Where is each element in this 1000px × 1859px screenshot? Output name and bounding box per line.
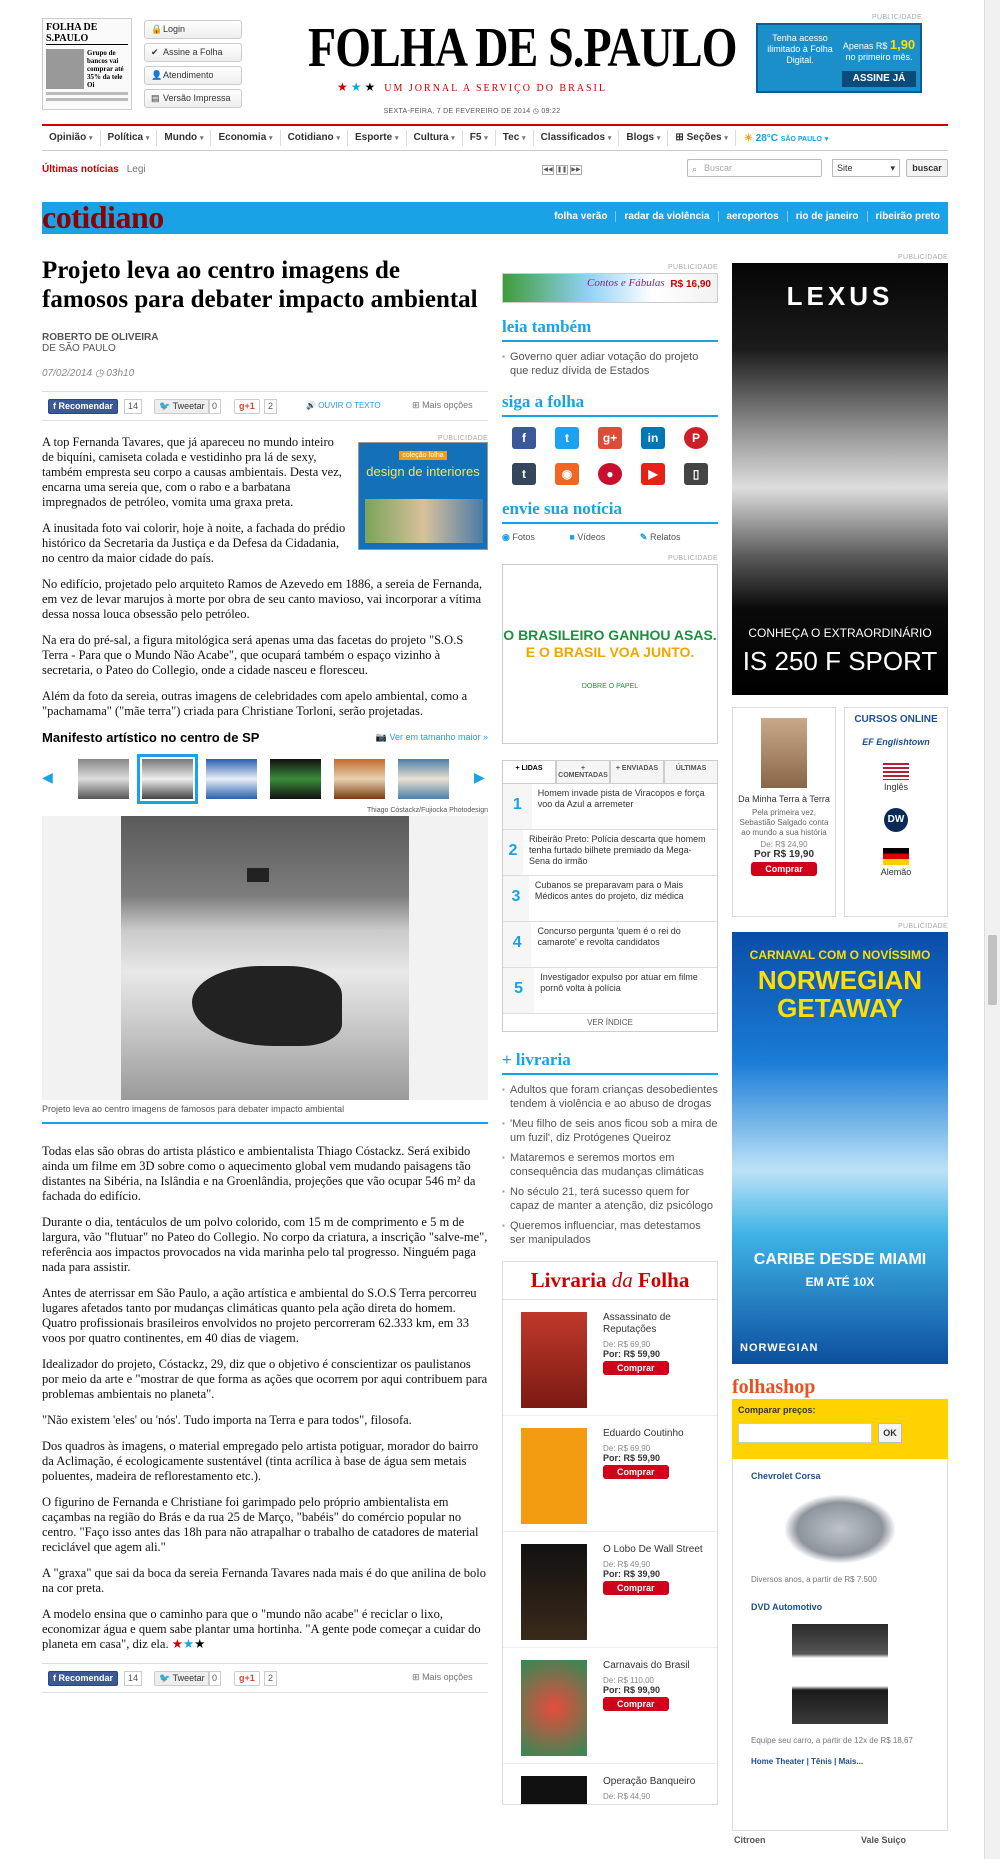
paragraph: A top Fernanda Tavares, que já apareceu no mundo inteiro de biquíni, camiseta colada e vestidinho pra lá de sexy, também empresta seu corpo a causas ambientais. Desta vez, encarna uma sereia que, com o rabo e a barbatana impregnados de petróleo, vomita uma graxa preta. [42, 435, 342, 509]
page [42, 14, 948, 1845]
buy-button[interactable]: Comprar [603, 1697, 669, 1711]
nav-item-secoes[interactable]: ⊞ Seções ▾ [668, 130, 736, 146]
buy-button[interactable]: Comprar [603, 1361, 669, 1375]
tweet-button[interactable]: 🐦 Tweetar [154, 1671, 210, 1686]
tab-most-commented[interactable]: + COMENTADAS [556, 760, 610, 783]
product-image[interactable] [785, 1495, 895, 1563]
book-cover [521, 1428, 587, 1524]
orkut-icon[interactable]: ● [598, 463, 622, 485]
plus-icon: ⊞ [675, 132, 684, 143]
dw-logo-icon: DW [884, 808, 908, 832]
main-nav [42, 124, 948, 151]
nav-item-cotidiano[interactable]: Cotidiano ▾ [281, 130, 348, 146]
clock-icon: ◷ [532, 108, 540, 115]
user-menu [144, 20, 242, 112]
paragraph: Dos quadros às imagens, o material empregado pelo artista potiguar, morador do bairro da Aclimação, é ecologicamente sustentável (tinta acrílica à base de água sem metais poluentes, madeira de reflorestamento etc.). [42, 1439, 479, 1483]
ticker-controls [542, 162, 584, 175]
tagline: ★ ★ ★ UM JORNAL A SERVIÇO DO BRASIL [337, 80, 607, 94]
folhashop-logo[interactable]: folhashop [732, 1376, 816, 1398]
paragraph: Além da foto da sereia, outras imagens de celebridades com apelo ambiental, como a "pachamama" ("mãe terra") criada para Christiane Torloni, serão projetadas. [42, 689, 468, 718]
nav-item-tec[interactable]: Tec ▾ [496, 130, 534, 146]
most-viewed-tabs [502, 760, 718, 784]
photo-caption: Projeto leva ao centro imagens de famosos para debater impacto ambiental [42, 1104, 488, 1124]
gallery-thumb[interactable] [206, 759, 257, 799]
chevron-down-icon: ▾ [656, 135, 661, 142]
read-also-title: leia também [502, 317, 718, 342]
book-item[interactable]: Assassinato de Reputações De: R$ 69,90 Por: R$ 59,90 Comprar [503, 1300, 717, 1416]
newspaper-icon: ▤ [151, 93, 160, 103]
sub-nav [42, 158, 948, 180]
bookstore-logo[interactable]: Livraria da Folha [503, 1262, 717, 1300]
ad-cta-button[interactable]: ASSINE JÁ [842, 71, 916, 87]
article [42, 256, 488, 1693]
section-bar [42, 199, 948, 235]
germany-flag-icon [883, 848, 909, 865]
middle-column: PUBLICIDADE Contos e Fábulas R$ 16,90 leia também ▪ Governo quer adiar votação do projeto que reduz dívida de Estados siga a folha f t g+ in P t ◉ ● ▶ ▯ envie sua notícia ◉ Fotos ■ Vídeos ✎ Relatos PUBLICIDADE O BRASILEIRO GANHOU ASAS. E O BRASIL VOA JUNTO. DOBRE O PAPEL + LIDAS + COMENTADAS + ENVIADAS ÚLTIMAS 1 Homem invade pista de Viracopos e força voo da Azul a arremeter 2 Ribeirão Preto: Polícia descarta que homem tenha furtado bilhete premiado da Mega-Sena do irmão 3 Cubanos se preparavam para o Mais Médicos antes do projeto, diz médica 4 Concurso pergunta 'quem é o rei do camarote' e revolta candidatos 5 Investigador expulso por atuar em filme pornô volta à polícia VER ÍNDICE + livraria ▪ Adultos que foram crianças desobedientes tendem à violência e ao abuso de drogas ▪ 'Meu filho de seis anos ficou sob a mira de um fuzil', diz Protógenes Queiroz ▪ Mataremos e seremos mortos em consequência das mudanças climáticas ▪ No século 21, terá sucesso quem for capaz de manter a atenção, diz psicólogo ▪ Queremos influenciar, mas detestamos ser manipulados Livraria da Folha Assassinato de Reputações De: R$ 69,90 Por: R$ 59,90 Comprar Eduardo Coutinho De: R$ 69,90 Por: R$ 59,90 Comprar O Lobo De Wall Street De: R$ 49,90 Por: R$ 39,90 Comprar Carnavais do Brasil De: R$ 110,00 Por: R$ 99,90 Comprar Operação Banqueiro De: R$ 44,90 [502, 264, 718, 1805]
login-button[interactable]: 🔒Login [144, 20, 242, 39]
camera-icon: ◉ [502, 532, 510, 542]
date-line: SEXTA-FEIRA, 7 DE FEVEREIRO DE 2014 ◷ 09:22 [383, 108, 561, 115]
send-news-title: envie sua notícia [502, 499, 718, 524]
google-plus-button[interactable]: g+1 [234, 1671, 260, 1686]
article-headline: Projeto leva ao centro imagens de famosos para debater impacto ambiental [42, 257, 478, 313]
stars-icon: ★ ★ ★ [337, 80, 376, 94]
listen-button[interactable]: 🔊 OUVIR O TEXTO [306, 401, 381, 410]
section-link[interactable]: rio de janeiro [787, 211, 859, 222]
product-link[interactable]: Chevrolet Corsa [751, 1471, 821, 1481]
next-icon[interactable]: ▶▶ [571, 167, 581, 173]
nav-item-politica[interactable]: Política ▾ [101, 130, 158, 146]
middle-banner-ad[interactable]: Contos e Fábulas R$ 16,90 [502, 273, 718, 303]
book-cover [521, 1660, 587, 1756]
share-bar-bottom [42, 1663, 488, 1693]
most-viewed-item[interactable]: 4 Concurso pergunta 'quem é o rei do camarote' e revolta candidatos [503, 922, 717, 968]
facebook-count: 14 [124, 1671, 142, 1686]
book-cover [521, 1312, 587, 1408]
facebook-icon[interactable]: f [512, 427, 536, 449]
gallery-next-arrow-icon[interactable]: ▶ [474, 769, 485, 785]
inline-ad[interactable]: PUBLICIDADE coleção folha design de interiores [358, 435, 488, 550]
lock-icon: 🔒 [151, 24, 163, 34]
search-icon: ⌕ [692, 164, 698, 174]
most-viewed-item[interactable]: 5 Investigador expulso por atuar em filme pornô volta à polícia [503, 968, 717, 1014]
list-item[interactable]: ▪ No século 21, terá sucesso quem for capaz de manter a atenção, diz psicólogo [502, 1185, 718, 1213]
logo-text: FOLHA DE S.PAULO [308, 17, 737, 79]
paragraph: No edifício, projetado pelo arquiteto Ramos de Azevedo em 1886, a sereia de Fernanda, em vez de levar marujos à morte por obra de seu canto mavioso, vai incorporar a vítima dessa nossa louca obsessão pelo petróleo. [42, 577, 483, 621]
right-column: PUBLICIDADE LEXUS CONHEÇA O EXTRAORDINÁRIO IS 250 F SPORT Da Minha Terra à Terra Pela primeira vez, Sebastião Salgado conta ao mundo a sua história De: R$ 24,90 Por R$ 19,90 Comprar CURSOS ONLINE EF Englishtown Inglês DW Alemão PUBLICIDADE CARNAVAL COM O NOVÍSSIMO NORWEGIAN GETAWAY CARIBE DESDE MIAMI EM ATÉ 10X NORWEGIAN folhashop Comparar preços: OK Chevrolet Corsa Diversos anos, a partir de R$ 7.500 DVD Automotivo Equipe seu carro, a partir de 12x de R$ 18,67 Home Theater | Tênis | Mais... Citroen Vale Suiço [732, 254, 948, 1845]
tweet-count: 0 [208, 1671, 221, 1686]
google-plus-count: 2 [264, 399, 277, 414]
chevron-down-icon: ▾ [451, 135, 455, 142]
us-flag-icon [883, 763, 909, 780]
article-photo[interactable] [42, 816, 488, 1100]
most-viewed-item[interactable]: 2 Ribeirão Preto: Polícia descarta que homem tenha furtado bilhete premiado da Mega-Sena do irmão [503, 830, 717, 876]
section-link[interactable]: radar da violência [615, 211, 709, 222]
most-viewed-item[interactable]: 3 Cubanos se preparavam para o Mais Médicos antes do projeto, diz médica [503, 876, 717, 922]
section-link[interactable]: ribeirão preto [867, 211, 940, 222]
weather-widget[interactable]: ☀ 28°C SÃO PAULO ▾ [743, 132, 829, 144]
paragraph: Idealizador do projeto, Cóstackz, 29, diz que o objetivo é conscientizar os paulistanos por meio da arte e "mostrar de que forma as ações que ocorrem por aqui contribuem para problemas ambientais no planeta". [42, 1357, 488, 1401]
chevron-down-icon: ▾ [394, 135, 399, 142]
livraria-title: + livraria [502, 1050, 718, 1075]
facebook-icon: f [53, 1673, 56, 1683]
article-location: DE SÃO PAULO [42, 343, 116, 354]
chevron-down-icon: ▾ [484, 135, 488, 142]
englishtown-logo: EF Englishtown [862, 737, 930, 747]
price-compare-input[interactable] [738, 1423, 872, 1443]
nav-item-f5[interactable]: F5 ▾ [463, 130, 496, 146]
speaker-icon: 🔊 [306, 401, 316, 410]
google-plus-icon[interactable]: g+ [598, 427, 622, 449]
buy-button[interactable]: Comprar [751, 862, 817, 876]
follow-title: siga a folha [502, 392, 718, 417]
thumb-name: FOLHA DE S.PAULO [46, 22, 128, 45]
section-link[interactable]: folha verão [554, 211, 608, 222]
search-button[interactable]: buscar [906, 159, 948, 177]
paragraph-last: A modelo ensina que o caminho para que o "mundo não acabe" é reciclar o lixo, economizar água e quem sabe plantar uma hortinha. "A gente pode começar a cuidar do planeta em casa", diz ela. ★★★ [42, 1607, 481, 1651]
subscribe-button[interactable]: ✔ Assine a Folha [144, 43, 242, 62]
online-courses[interactable]: CURSOS ONLINE EF Englishtown Inglês DW Alemão [844, 707, 948, 917]
nav-item-mundo[interactable]: Mundo ▾ [157, 130, 211, 146]
photo-credit: Thiago Cóstackz/Fujiocka Photodesign [366, 807, 488, 814]
more-options-button[interactable]: ⊞ Mais opções [412, 400, 473, 410]
facebook-icon: f [53, 401, 56, 411]
read-also-list [502, 350, 718, 378]
nav-item-opiniao[interactable]: Opinião ▾ [42, 130, 101, 146]
nav-item-esporte[interactable]: Esporte ▾ [348, 130, 407, 146]
pencil-icon: ✎ [639, 532, 648, 542]
article-body [42, 435, 488, 719]
gallery-thumb[interactable] [78, 759, 129, 799]
rss-icon[interactable]: ◉ [555, 463, 579, 485]
clock-icon: ◷ [94, 368, 104, 379]
gallery-thumb[interactable] [270, 759, 321, 799]
gallery-header [42, 730, 488, 745]
more-options-button[interactable]: ⊞ Mais opções [412, 1672, 473, 1682]
tab-most-sent[interactable]: + ENVIADAS [610, 760, 664, 783]
norwegian-ad[interactable]: CARNAVAL COM O NOVÍSSIMO NORWEGIAN GETAWAY CARIBE DESDE MIAMI EM ATÉ 10X NORWEGIAN [732, 932, 948, 1364]
twitter-icon: 🐦 [159, 401, 171, 411]
nav-item-economia[interactable]: Economia ▾ [211, 130, 280, 146]
chevron-down-icon: ▾ [199, 135, 204, 142]
twitter-icon[interactable]: t [555, 427, 579, 449]
paragraph: Na era do pré-sal, a figura mitológica será apenas uma das facetas do projeto "S.O.S Terra - Para que o Mundo Não Acabe", que ocupará também o espaço vizinho à secretaria, o Pateo do Collegio, onde a cidade nasceu e floresceu. [42, 633, 464, 677]
paragraph: O figurino de Fernanda e Christiane foi garimpado pelo próprio ambientalista em caçambas na região do Brás e da rua 25 de Março, "babéis" do comércio popular no centro. "Faço isso antes das 18h para não atrapalhar o trabalho de catadores de material reciclável que agem ali." [42, 1495, 479, 1554]
mobile-icon[interactable]: ▯ [684, 463, 708, 485]
section-link[interactable]: aeroportos [718, 211, 779, 222]
pause-icon[interactable]: ❚❚ [557, 167, 568, 173]
sun-icon: ☀ [743, 132, 753, 144]
pinterest-icon[interactable]: P [684, 427, 708, 449]
header [42, 14, 948, 124]
bookstore-box [502, 1261, 718, 1805]
google-plus-count: 2 [264, 1671, 277, 1686]
latest-news-label: Últimas notícias [42, 163, 119, 175]
book-item[interactable]: Operação Banqueiro De: R$ 44,90 [503, 1764, 717, 1804]
paper-plane-ad[interactable]: O BRASILEIRO GANHOU ASAS. E O BRASIL VOA JUNTO. DOBRE O PAPEL [502, 564, 718, 744]
most-viewed-list [502, 784, 718, 1032]
price-compare-ok-button[interactable]: OK [878, 1423, 902, 1443]
folhashop: folhashop Comparar preços: OK Chevrolet Corsa Diversos anos, a partir de R$ 7.500 DVD Automotivo Equipe seu carro, a partir de 12x de R$ 18,67 Home Theater | Tênis | Mais... Citroen Vale Suiço [732, 1376, 948, 1845]
gallery-title: Manifesto artístico no centro de SP [42, 730, 260, 745]
chevron-down-icon: ▾ [336, 135, 340, 142]
paragraph: Antes de aterrissar em São Paulo, a ação artística e ambiental do S.O.S Terra percorreu lugares afetados tanto por mudanças climáticas quanto pela ação direta do homem. Quatro profissionais brasileiros envolvidos no projeto percorreram 62.333 km, em 33 voos por quatro continentes, em 40 dias de viagem. [42, 1286, 477, 1345]
stars-icon: ★★★ [171, 1637, 206, 1651]
nav-item-classificados[interactable]: Classificados ▾ [534, 130, 620, 146]
chevron-down-icon: ▾ [522, 135, 526, 142]
gallery-prev-arrow-icon[interactable]: ◀ [42, 769, 53, 785]
facebook-count: 14 [124, 399, 142, 414]
chevron-down-icon: ▾ [89, 135, 93, 142]
view-index-link[interactable]: VER ÍNDICE [587, 1018, 633, 1027]
gallery-thumb-active[interactable] [142, 759, 193, 799]
send-news-links [502, 532, 718, 543]
user-icon: 👤 [151, 70, 163, 80]
print-edition-thumbnail[interactable] [42, 18, 132, 110]
gallery-thumb[interactable] [398, 759, 449, 799]
search-scope-select[interactable]: Site ▾ [832, 159, 900, 177]
book-item[interactable]: O Lobo De Wall Street De: R$ 49,90 Por: R$ 39,90 Comprar [503, 1532, 717, 1648]
social-icons [512, 427, 718, 485]
book-item[interactable]: Eduardo Coutinho De: R$ 69,90 Por: R$ 59,90 Comprar [503, 1416, 717, 1532]
list-item[interactable]: ▪ Queremos influenciar, mas detestamos ser manipulados [502, 1219, 718, 1247]
camera-icon: 📷 [375, 732, 387, 742]
livraria-list [502, 1083, 718, 1247]
chevron-down-icon: ▾ [824, 135, 829, 143]
share-bar [42, 391, 488, 421]
chevron-down-icon: ▾ [724, 135, 728, 142]
paragraph: "Não existem 'eles' ou 'nós'. Tudo importa na Terra e para todos", filosofa. [42, 1413, 412, 1427]
product-link[interactable]: Citroen [734, 1835, 766, 1845]
book-item[interactable]: Carnavais do Brasil De: R$ 110,00 Por: R$ 99,90 Comprar [503, 1648, 717, 1764]
nav-item-blogs[interactable]: Blogs ▾ [619, 130, 668, 146]
gallery-thumbnails [42, 755, 488, 807]
send-photos-link[interactable]: ◉ Fotos [502, 532, 535, 542]
list-item[interactable]: ▪ Mataremos e seremos mortos em consequência das mudanças climáticas [502, 1151, 718, 1179]
tumblr-icon[interactable]: t [512, 463, 536, 485]
twitter-icon: 🐦 [159, 1673, 171, 1683]
latest-news-item[interactable]: Legi [126, 163, 146, 175]
paragraph: A inusitada foto vai colorir, hoje à noite, a fachada do prédio histórico da Secretaria da Justiça e da Defesa da Cidadania, no centro da maior cidade do país. [42, 521, 346, 565]
section-links [538, 211, 940, 222]
product-image[interactable] [792, 1624, 888, 1724]
tweet-count: 0 [208, 399, 221, 414]
list-item[interactable]: ▪ 'Meu filho de seis anos ficou sob a mira de um fuzil', diz Protógenes Queiroz [502, 1117, 718, 1145]
thumb-photo [46, 49, 84, 89]
site-logo[interactable] [272, 17, 737, 115]
paragraph: Durante o dia, tentáculos de um polvo colorido, com 15 m de comprimento e 5 m de largura, vão "flutuar" no Pateo do Collegio. No corpo da criatura, a inscrição "salve-me", referência aos impactos provocados na vida marinha pelo tal progresso. Ninguém paga nada para assistir. [42, 1215, 488, 1274]
product-link[interactable]: DVD Automotivo [751, 1602, 823, 1612]
enlarge-link[interactable]: 📷 Ver em tamanho maior » [375, 732, 488, 742]
tab-latest[interactable]: ÚLTIMAS [664, 760, 718, 783]
send-reports-link[interactable]: ✎ Relatos [639, 532, 681, 542]
tweet-button[interactable]: 🐦 Tweetar [154, 399, 210, 414]
chevron-down-icon: ▾ [890, 163, 895, 173]
book-cover [761, 718, 807, 788]
most-viewed-item[interactable]: 1 Homem invade pista de Viracopos e força voo da Azul a arremeter [503, 784, 717, 830]
shop-category-links[interactable]: Home Theater | Tênis | Mais... [751, 1757, 864, 1766]
paragraph: A "graxa" que sai da boca da sereia Fernanda Tavares nada mais é do que anilina de bolo na cor preta. [42, 1566, 487, 1595]
gallery-thumb[interactable] [334, 759, 385, 799]
article-author: ROBERTO DE OLIVEIRA [42, 332, 159, 343]
nav-item-cultura[interactable]: Cultura ▾ [407, 130, 463, 146]
prev-icon[interactable]: ◀◀ [543, 167, 553, 173]
buy-button[interactable]: Comprar [603, 1465, 669, 1479]
google-plus-button[interactable]: g+1 [234, 399, 260, 414]
list-item[interactable]: ▪ Governo quer adiar votação do projeto que reduz dívida de Estados [502, 350, 718, 378]
book-promo[interactable]: Da Minha Terra à Terra Pela primeira vez, Sebastião Salgado conta ao mundo a sua história De: R$ 24,90 Por R$ 19,90 Comprar [732, 707, 836, 917]
promo-boxes [732, 707, 948, 917]
section-title[interactable]: cotidiano [42, 199, 164, 235]
youtube-icon[interactable]: ▶ [641, 463, 665, 485]
scrollbar[interactable] [984, 0, 1000, 1859]
thumb-headline: Grupo de bancos vai comprar até 35% da tele Oi [87, 49, 124, 89]
chevron-down-icon: ▾ [269, 135, 273, 142]
facebook-recommend-button[interactable]: f Recomendar [48, 399, 118, 414]
article-body-continued [42, 1144, 488, 1652]
plus-icon: ⊞ [412, 400, 420, 410]
product-link[interactable]: Vale Suiço [860, 1835, 906, 1845]
tab-most-read[interactable]: + LIDAS [502, 760, 556, 783]
buy-button[interactable]: Comprar [603, 1581, 669, 1595]
article-date: 07/02/2014 ◷ 03h10 [42, 368, 135, 379]
lexus-ad[interactable]: LEXUS CONHEÇA O EXTRAORDINÁRIO IS 250 F SPORT [732, 263, 948, 695]
scrollbar-thumb[interactable] [988, 935, 997, 1005]
chevron-down-icon: ▾ [607, 135, 612, 142]
print-edition-button[interactable]: ▤ Versão Impressa [144, 89, 242, 108]
book-cover [521, 1776, 587, 1804]
top-ad[interactable]: PUBLICIDADE Tenha acesso ilimitado à Folha Digital. Apenas R$ 1,90 no primeiro mês. ASSINE JÁ [756, 14, 922, 93]
paragraph: Todas elas são obras do artista plástico e ambientalista Thiago Cóstackz. Será exibido ainda um filme em 3D sobre como o aquecimento global vem mudando paisagens tão distantes na Sibéria, na Islândia e na Groenlândia, projeções que vão ocupar 546 m² da fachada do edifício. [42, 1144, 476, 1203]
facebook-recommend-button[interactable]: f Recomendar [48, 1671, 118, 1686]
chevron-down-icon: ▾ [145, 135, 150, 142]
search-input[interactable]: ⌕ Buscar [687, 159, 822, 177]
check-icon: ✔ [151, 47, 159, 57]
plus-icon: ⊞ [412, 1672, 420, 1682]
linkedin-icon[interactable]: in [641, 427, 665, 449]
support-button[interactable]: 👤Atendimento [144, 66, 242, 85]
video-icon: ■ [569, 532, 575, 542]
send-videos-link[interactable]: ■ Vídeos [569, 532, 606, 542]
list-item[interactable]: ▪ Adultos que foram crianças desobedientes tendem à violência e ao abuso de drogas [502, 1083, 718, 1111]
book-cover [521, 1544, 587, 1640]
